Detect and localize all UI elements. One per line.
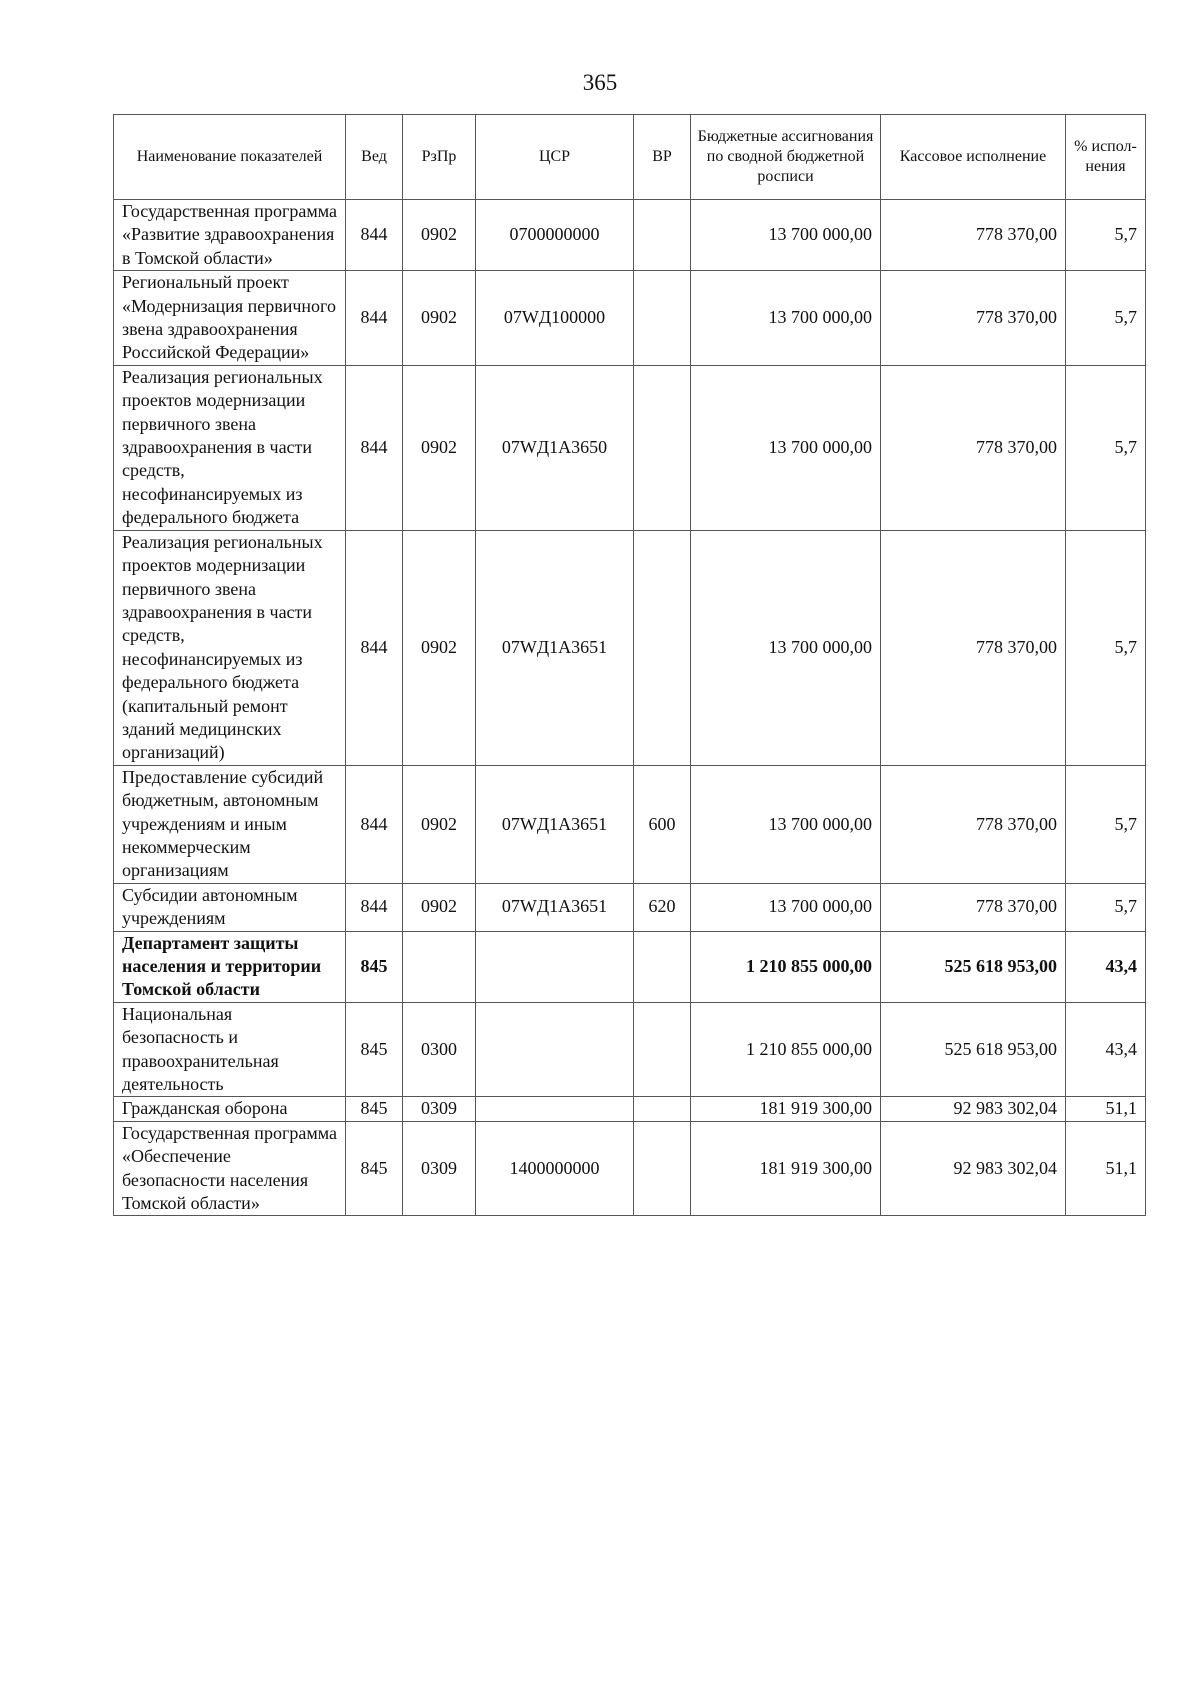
cell-rzpr: 0300: [403, 1002, 476, 1097]
cell-percent: 5,7: [1066, 271, 1146, 366]
cell-rzpr: 0309: [403, 1121, 476, 1216]
cell-cash: 525 618 953,00: [881, 1002, 1066, 1097]
cell-allocations: 181 919 300,00: [691, 1097, 881, 1121]
cell-vr: [634, 365, 691, 530]
cell-rzpr: 0309: [403, 1097, 476, 1121]
cell-rzpr: [403, 931, 476, 1002]
cell-rzpr: 0902: [403, 271, 476, 366]
cell-name: Предоставление субсидий бюджетным, автономным учреждениям и иным некоммерческим организациям: [114, 765, 346, 883]
cell-name: Гражданская оборона: [114, 1097, 346, 1121]
cell-csr: 1400000000: [476, 1121, 634, 1216]
cell-name: Государственная программа «Обеспечение безопасности населения Томской области»: [114, 1121, 346, 1216]
header-cash: Кассовое исполнение: [881, 115, 1066, 200]
cell-percent: 5,7: [1066, 200, 1146, 271]
header-vr: ВР: [634, 115, 691, 200]
cell-csr: 0700000000: [476, 200, 634, 271]
cell-ved: 844: [346, 271, 403, 366]
cell-cash: 525 618 953,00: [881, 931, 1066, 1002]
cell-percent: 51,1: [1066, 1097, 1146, 1121]
table-row: [114, 200, 1146, 271]
table-row: [114, 1121, 1146, 1216]
cell-allocations: 13 700 000,00: [691, 530, 881, 765]
cell-ved: 844: [346, 200, 403, 271]
cell-percent: 5,7: [1066, 765, 1146, 883]
table-row-department: [114, 931, 1146, 1002]
cell-ved: 845: [346, 1121, 403, 1216]
cell-vr: [634, 1002, 691, 1097]
cell-percent: 5,7: [1066, 365, 1146, 530]
cell-allocations: 13 700 000,00: [691, 765, 881, 883]
cell-ved: 844: [346, 765, 403, 883]
cell-cash: 778 370,00: [881, 271, 1066, 366]
header-csr: ЦСР: [476, 115, 634, 200]
cell-name: Национальная безопасность и правоохранительная деятельность: [114, 1002, 346, 1097]
cell-cash: 778 370,00: [881, 365, 1066, 530]
cell-cash: 778 370,00: [881, 200, 1066, 271]
header-percent: % испол-нения: [1066, 115, 1146, 200]
table-header-row: [114, 115, 1146, 200]
budget-table: [113, 114, 1146, 1216]
cell-percent: 5,7: [1066, 883, 1146, 931]
table-row: [114, 271, 1146, 366]
cell-vr: [634, 530, 691, 765]
cell-percent: 43,4: [1066, 1002, 1146, 1097]
cell-csr: [476, 931, 634, 1002]
header-allocations: Бюджетные ассигнования по сводной бюджетной росписи: [691, 115, 881, 200]
cell-csr: 07WД100000: [476, 271, 634, 366]
cell-name: Реализация региональных проектов модернизации первичного звена здравоохранения в части средств, несофинансируемых из федерального бюджета (капитальный ремонт зданий медицинских организаций): [114, 530, 346, 765]
cell-vr: [634, 1097, 691, 1121]
cell-cash: 778 370,00: [881, 883, 1066, 931]
cell-ved: 845: [346, 1097, 403, 1121]
cell-allocations: 1 210 855 000,00: [691, 931, 881, 1002]
cell-allocations: 13 700 000,00: [691, 271, 881, 366]
cell-csr: [476, 1002, 634, 1097]
cell-allocations: 1 210 855 000,00: [691, 1002, 881, 1097]
cell-rzpr: 0902: [403, 365, 476, 530]
cell-ved: 844: [346, 365, 403, 530]
cell-percent: 5,7: [1066, 530, 1146, 765]
cell-name: Реализация региональных проектов модернизации первичного звена здравоохранения в части средств, несофинансируемых из федерального бюджета: [114, 365, 346, 530]
cell-rzpr: 0902: [403, 765, 476, 883]
header-ved: Вед: [346, 115, 403, 200]
cell-vr: [634, 1121, 691, 1216]
page-number: 365: [582, 70, 618, 95]
table-row: [114, 883, 1146, 931]
cell-vr: 620: [634, 883, 691, 931]
table-row: [114, 530, 1146, 765]
cell-name: Государственная программа «Развитие здравоохранения в Томской области»: [114, 200, 346, 271]
cell-allocations: 13 700 000,00: [691, 883, 881, 931]
cell-csr: 07WД1А3651: [476, 530, 634, 765]
cell-cash: 92 983 302,04: [881, 1121, 1066, 1216]
cell-csr: 07WД1А3651: [476, 765, 634, 883]
cell-cash: 778 370,00: [881, 765, 1066, 883]
cell-cash: 778 370,00: [881, 530, 1066, 765]
cell-name: Департамент защиты населения и территории Томской области: [114, 931, 346, 1002]
cell-name: Региональный проект «Модернизация первичного звена здравоохранения Российской Федерации»: [114, 271, 346, 366]
cell-allocations: 13 700 000,00: [691, 200, 881, 271]
table-row: [114, 365, 1146, 530]
table-row: [114, 1097, 1146, 1121]
cell-allocations: 181 919 300,00: [691, 1121, 881, 1216]
cell-percent: 51,1: [1066, 1121, 1146, 1216]
cell-vr: 600: [634, 765, 691, 883]
cell-ved: 845: [346, 1002, 403, 1097]
cell-cash: 92 983 302,04: [881, 1097, 1066, 1121]
cell-csr: 07WД1А3650: [476, 365, 634, 530]
cell-csr: [476, 1097, 634, 1121]
cell-ved: 844: [346, 530, 403, 765]
cell-name: Субсидии автономным учреждениям: [114, 883, 346, 931]
cell-csr: 07WД1А3651: [476, 883, 634, 931]
cell-vr: [634, 200, 691, 271]
cell-ved: 844: [346, 883, 403, 931]
table-row: [114, 1002, 1146, 1097]
cell-rzpr: 0902: [403, 530, 476, 765]
cell-ved: 845: [346, 931, 403, 1002]
cell-allocations: 13 700 000,00: [691, 365, 881, 530]
header-rzpr: РзПр: [403, 115, 476, 200]
cell-vr: [634, 931, 691, 1002]
cell-percent: 43,4: [1066, 931, 1146, 1002]
table-row: [114, 765, 1146, 883]
header-name: Наименование показателей: [114, 115, 346, 200]
cell-vr: [634, 271, 691, 366]
cell-rzpr: 0902: [403, 883, 476, 931]
cell-rzpr: 0902: [403, 200, 476, 271]
